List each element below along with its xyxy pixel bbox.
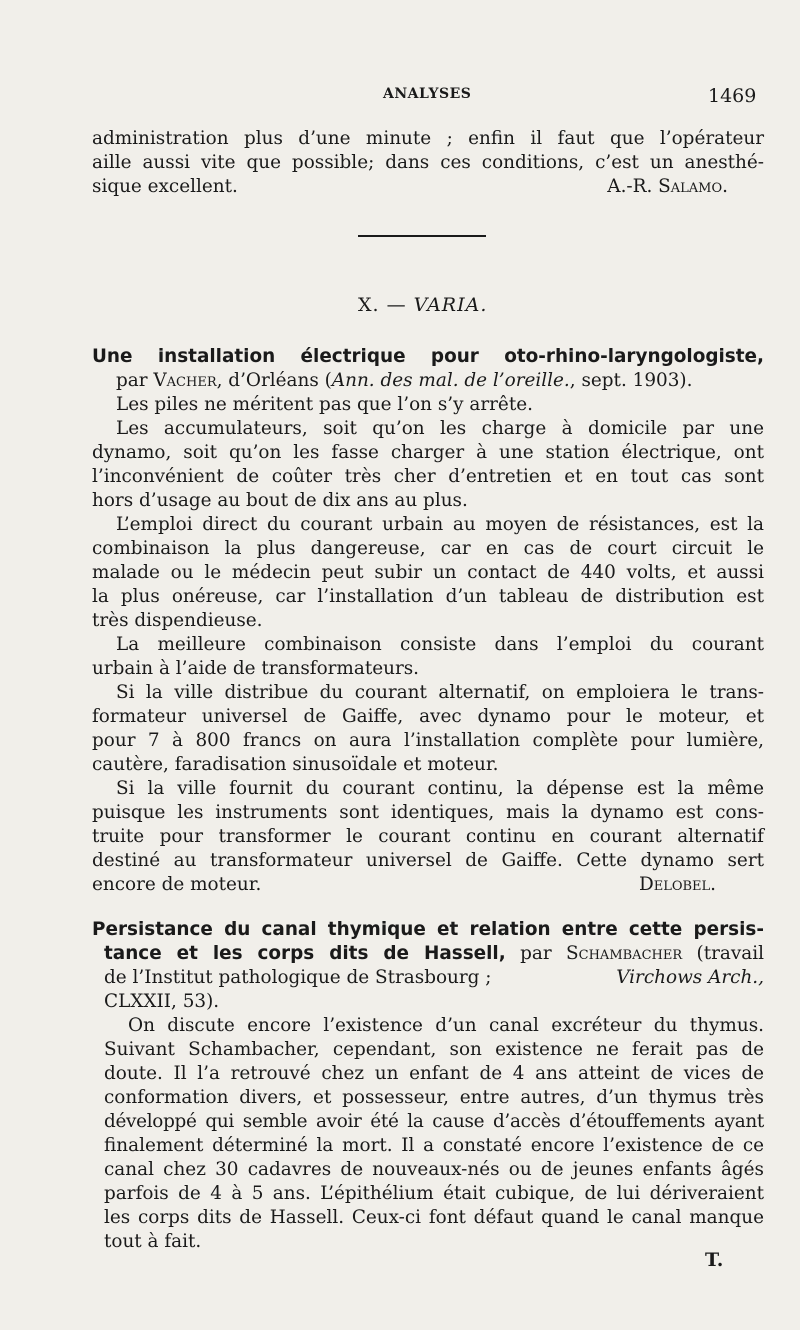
- text-line: destiné au transformateur universel de Gaiffe. Cette dynamo sert: [92, 850, 764, 871]
- text-line: aille aussi vite que possible; dans ces conditions, c’est un anesthé-: [92, 152, 764, 173]
- text-line: Si la ville distribue du courant alternatif, on emploiera le trans-: [116, 682, 764, 703]
- section-number: X. —: [358, 294, 407, 316]
- text-line: Suivant Schambacher, cependant, son existence ne ferait pas de: [104, 1039, 764, 1060]
- signature: T.: [705, 1249, 724, 1271]
- text-line: formateur universel de Gaiffe, avec dynamo pour le moteur, et: [92, 706, 764, 727]
- journal: Ann. des mal. de l’oreille.: [331, 370, 570, 391]
- text-line: doute. Il l’a retrouvé chez un enfant de 4 ans atteint de vices de: [104, 1063, 764, 1084]
- journal: Virchows Arch.,: [616, 967, 764, 988]
- text-line: la plus onéreuse, car l’installation d’un tableau de distribution est: [92, 586, 764, 607]
- text-line: développé qui semble avoir été la cause d’accès d’étouffements ayant: [104, 1111, 764, 1132]
- text-line: l’inconvénient de coûter très cher d’entretien et en tout cas sont: [92, 466, 764, 487]
- volume: CLXXII, 53).: [104, 991, 220, 1012]
- running-header: ANALYSES: [383, 86, 472, 102]
- text-line: puisque les instruments sont identiques, mais la dynamo est cons-: [92, 802, 764, 823]
- text-line: On discute encore l’existence d’un canal excréteur du thymus.: [128, 1015, 764, 1036]
- page-number: 1469: [708, 85, 757, 107]
- article-title: Persistance du canal thymique et relation entre cette persis-: [92, 919, 764, 940]
- text-line: dynamo, soit qu’on les fasse charger à une station électrique, ont: [92, 442, 764, 463]
- article-last-line: [92, 873, 764, 897]
- text-line: Les accumulateurs, soit qu’on les charge à domicile par une: [116, 418, 764, 439]
- section-heading: [358, 294, 487, 316]
- text-line: urbain à l’aide de transformateurs.: [92, 658, 420, 679]
- intro-last-line: [92, 175, 764, 199]
- text-line: encore de moteur.: [92, 874, 262, 895]
- text-line: finalement déterminé la mort. Il a constaté encore l’existence de ce: [104, 1135, 764, 1156]
- byline-line: [92, 966, 764, 990]
- article-title: Une installation électrique pour oto-rhino-laryngologiste,: [92, 346, 764, 367]
- article-title-line: tance et les corps dits de Hassell, par Schambacher (travail: [104, 943, 764, 964]
- text-line: canal chez 30 cadavres de nouveaux-nés ou de jeunes enfants âgés: [104, 1159, 764, 1180]
- text-line: sique excellent.: [92, 176, 238, 197]
- section-title: VARIA.: [413, 294, 488, 316]
- text-line: malade ou le médecin peut subir un contact de 440 volts, et aussi: [92, 562, 764, 583]
- text-line: Si la ville fournit du courant continu, la dépense est la même: [116, 778, 764, 799]
- paragraph: Les piles ne méritent pas que l’on s’y arrête.: [116, 394, 533, 415]
- author: Schambacher: [566, 943, 683, 964]
- paragraph: [92, 1014, 764, 1254]
- author: Vacher: [153, 370, 217, 391]
- intro-paragraph: [92, 127, 764, 199]
- text-line: combinaison la plus dangereuse, car en cas de court circuit le: [92, 538, 764, 559]
- signature: A.-R. Salamo.: [607, 176, 728, 197]
- text-line: très dispendieuse.: [92, 610, 263, 631]
- text-line: cautère, faradisation sinusoïdale et moteur.: [92, 754, 499, 775]
- text-line: pour 7 à 800 francs on aura l’installation complète pour lumière,: [92, 730, 764, 751]
- text-line: truite pour transformer le courant continu en courant alternatif: [92, 826, 764, 847]
- text-line: L’emploi direct du courant urbain au moyen de résistances, est la: [116, 514, 764, 535]
- text-line: les corps dits de Hassell. Ceux-ci font défaut quand le canal manque: [104, 1207, 764, 1228]
- section-divider: [358, 235, 486, 237]
- text-line: conformation divers, et possesseur, entre autres, d’un thymus très: [104, 1087, 764, 1108]
- institute: de l’Institut pathologique de Strasbourg ;: [104, 967, 492, 988]
- article-byline: par Vacher, d’Orléans (Ann. des mal. de l’oreille., sept. 1903).: [116, 370, 693, 391]
- article-electrical-installation: [92, 345, 764, 897]
- text-line: parfois de 4 à 5 ans. L’épithélium était cubique, de lui dériveraient: [104, 1183, 764, 1204]
- article-thymic-canal: [92, 918, 764, 1254]
- text-line: La meilleure combinaison consiste dans l’emploi du courant: [116, 634, 764, 655]
- text-line: administration plus d’une minute ; enfin il faut que l’opérateur: [92, 128, 764, 149]
- signature: Delobel.: [638, 874, 716, 895]
- text-line: tout à fait.: [104, 1231, 202, 1252]
- text-line: hors d’usage au bout de dix ans au plus.: [92, 490, 468, 511]
